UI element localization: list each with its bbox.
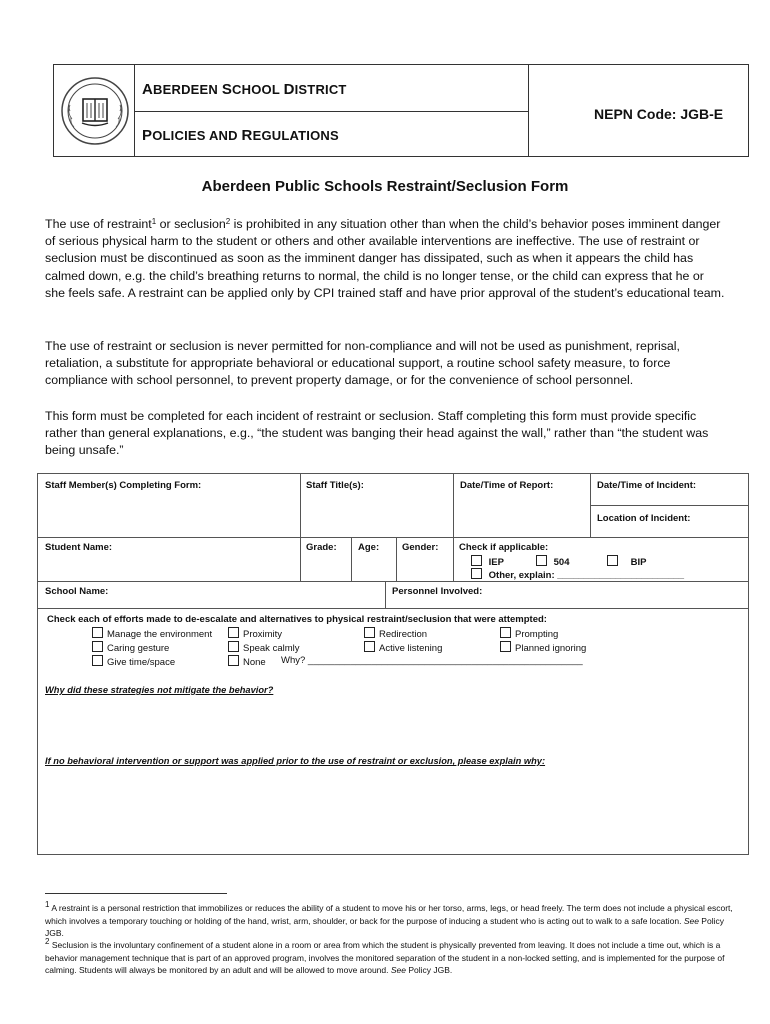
footnote-rule <box>45 893 227 894</box>
staff-members-label: Staff Member(s) Completing Form: <box>45 480 202 491</box>
effort-planned[interactable]: Planned ignoring <box>500 641 586 654</box>
effort-active[interactable]: Active listening <box>364 641 442 654</box>
intro-paragraph-1: The use of restraint$^1$ or seclusion$^2$ is prohibited in any situation other than when the child’s behavior poses imminent danger of serious physical harm to the student or others and other available interventions are ineffective. The use of restraint or seclusion must be discontinued as soon as the imminent danger has dissipated, such as when it appears the child has calmed down, e.g. the child’s breathing returns to normal, the child is no longer tense, or the child can express that he or she feels safe. A restraint can be applied only by CPI trained staff and have prior approval of the student’s educational team. <box>45 217 725 300</box>
give-time-checkbox[interactable] <box>92 655 103 666</box>
footnote-2: $^2$ Seclusion is the involuntary confinement of a student alone in a room or area from which the student is physically prevented from leaving. It does not include a time out, which is a behavior management technique that is part of an approved program, involves the monitored separation of the student in a non-locked setting, and is implemented for the purpose of calming. Students will always be monitored by an adult and will be allowed to move around. See Policy JGB. <box>45 937 725 975</box>
why-line[interactable]: Why? ____________________________________________________ <box>281 655 583 666</box>
why-not-mitigate-prompt: Why did these strategies not mitigate the behavior? <box>45 685 274 695</box>
manage-checkbox[interactable] <box>92 627 103 638</box>
iep-checkbox[interactable] <box>471 555 482 566</box>
effort-manage[interactable]: Manage the environment <box>92 627 212 640</box>
proximity-checkbox[interactable] <box>228 627 239 638</box>
district-seal-icon <box>60 73 130 149</box>
check-if-applicable-label: Check if applicable: <box>459 542 549 553</box>
504-checkbox[interactable] <box>536 555 547 566</box>
nepn-code: NEPN Code: JGB-E <box>594 106 724 122</box>
effort-speak[interactable]: Speak calmly <box>228 641 300 654</box>
none-checkbox[interactable] <box>228 655 239 666</box>
footnote-1: $^1$ A restraint is a personal restriction that immobilizes or reduces the ability of a student to move his or her torso, arms, legs, or head freely. The term does not include a physical escort, which involves a temporary touching or holding of the hand, wrist, arm, shoulder, or back for the purpose of inducing a student who is acting out to walk to a safe location. See Policy JGB. <box>45 900 733 938</box>
staff-titles-label: Staff Title(s): <box>306 480 364 491</box>
efforts-heading: Check each of efforts made to de-escalate and alternatives to physical restraint/seclusion that were attempted: <box>47 614 547 625</box>
header-box <box>53 64 749 157</box>
form-title: Aberdeen Public Schools Restraint/Seclusion Form <box>201 178 569 195</box>
intro-paragraph-3: This form must be completed for each incident of restraint or seclusion. Staff completing this form must provide specific rather than general explanations, e.g., “the student was banging their head against the wall,” rather than “the student was being unsafe.” <box>45 409 709 458</box>
iep-option[interactable]: IEP <box>471 555 504 568</box>
speak-checkbox[interactable] <box>228 641 239 652</box>
effort-redirection[interactable]: Redirection <box>364 627 427 640</box>
gender-label: Gender: <box>402 542 439 553</box>
student-name-label: Student Name: <box>45 542 113 553</box>
other-option[interactable]: Other, explain: ________________________ <box>471 568 684 581</box>
bip-checkbox[interactable] <box>607 555 618 566</box>
if-no-intervention-prompt: If no behavioral intervention or support was applied prior to the use of restraint or exclusion, please explain why: <box>45 756 546 766</box>
personnel-label: Personnel Involved: <box>392 586 483 597</box>
district-name: ABERDEEN SCHOOL DISTRICT <box>142 81 347 98</box>
policies-label: POLICIES AND REGULATIONS <box>142 127 339 144</box>
caring-checkbox[interactable] <box>92 641 103 652</box>
prompting-checkbox[interactable] <box>500 627 511 638</box>
school-name-label: School Name: <box>45 586 109 597</box>
intro-paragraph-2: The use of restraint or seclusion is never permitted for non-compliance and will not be used as punishment, reprisal, retaliation, a substitute for appropriate behavioral or educational support, a routine school safety measure, to force compliance with school personnel, to prevent property damage, or for the convenience of school personnel. <box>45 339 680 388</box>
504-option[interactable]: 504 <box>536 555 570 568</box>
bip-option[interactable]: BIP <box>607 555 646 568</box>
age-label: Age: <box>358 542 380 553</box>
date-report-label: Date/Time of Report: <box>460 480 554 491</box>
effort-proximity[interactable]: Proximity <box>228 627 282 640</box>
effort-caring[interactable]: Caring gesture <box>92 641 169 654</box>
grade-label: Grade: <box>306 542 337 553</box>
other-checkbox[interactable] <box>471 568 482 579</box>
effort-prompting[interactable]: Prompting <box>500 627 558 640</box>
active-checkbox[interactable] <box>364 641 375 652</box>
redirection-checkbox[interactable] <box>364 627 375 638</box>
effort-none[interactable]: None <box>228 655 266 668</box>
date-incident-label: Date/Time of Incident: <box>597 480 697 491</box>
effort-give-time[interactable]: Give time/space <box>92 655 175 668</box>
planned-checkbox[interactable] <box>500 641 511 652</box>
location-label: Location of Incident: <box>597 513 691 524</box>
